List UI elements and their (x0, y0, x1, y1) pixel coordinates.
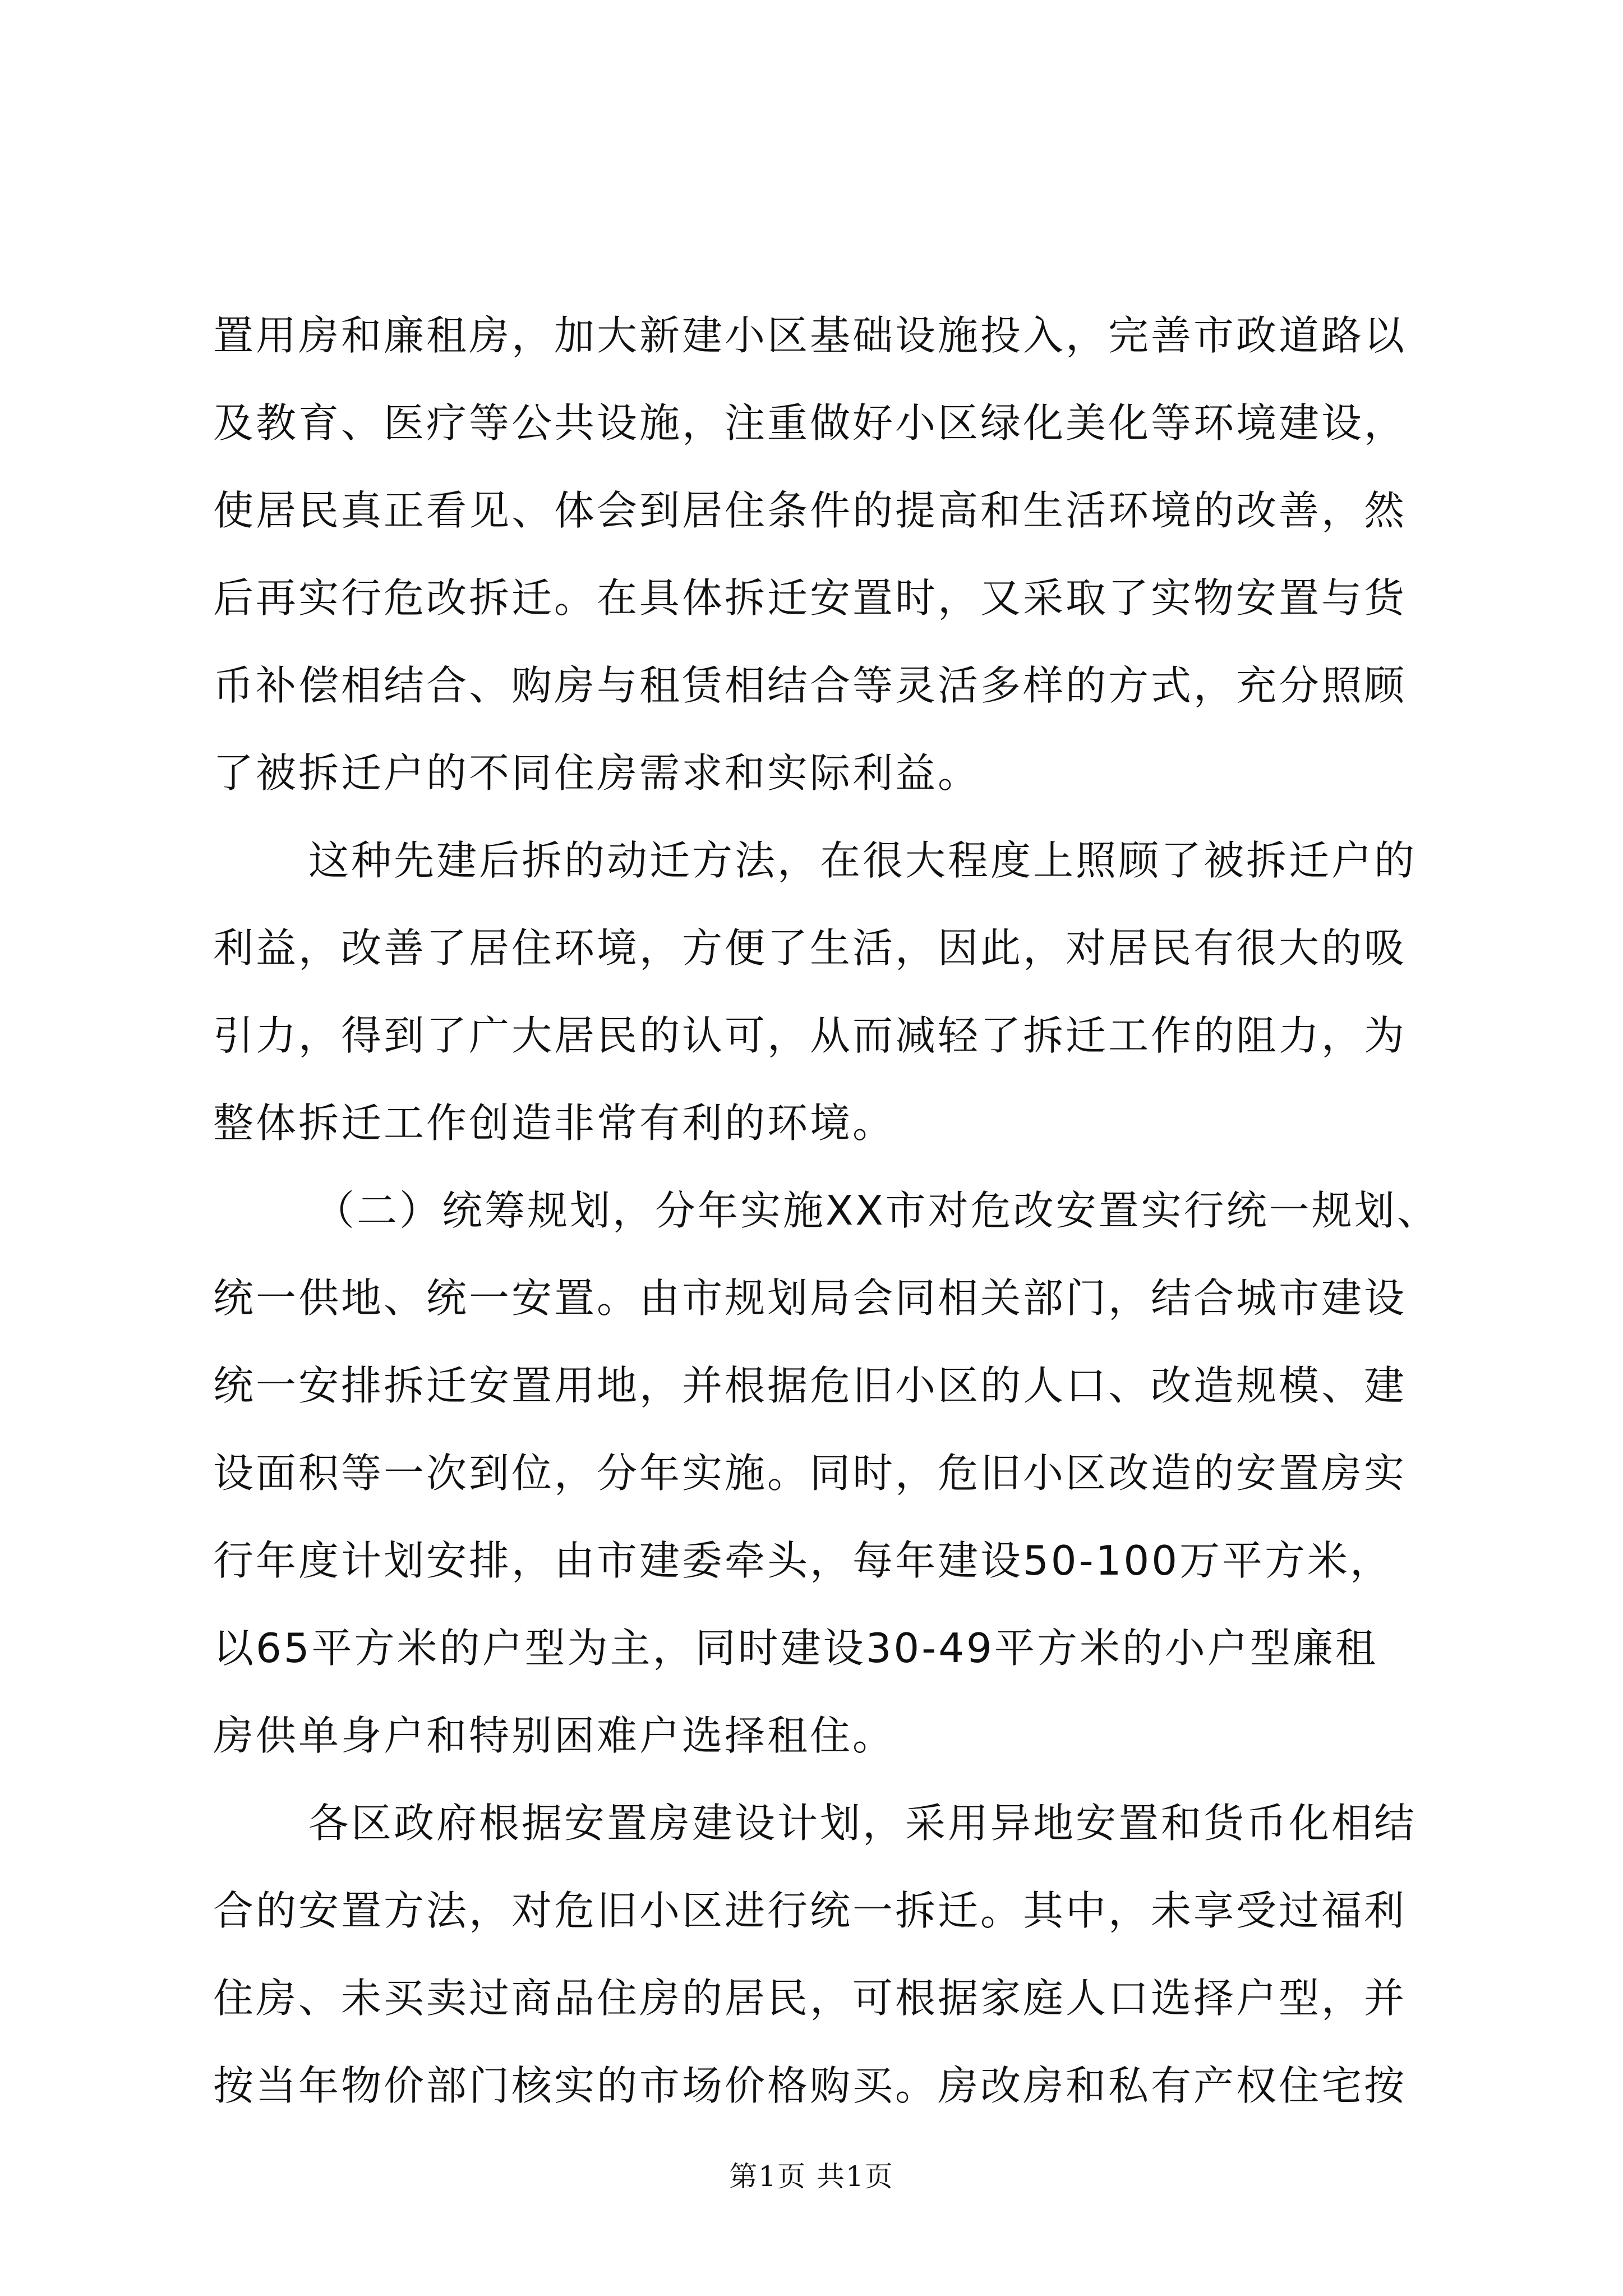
text-line: 统一供地、统一安置。由市规划局会同相关部门，结合城市建设 (213, 1274, 1407, 1322)
paragraph-first-line: 各区政府根据安置房建设计划，采用异地安置和货币化相结 (308, 1800, 1417, 1847)
text-line: 设面积等一次到位，分年实施。同时，危旧小区改造的安置房实 (213, 1450, 1407, 1497)
text-line: 置用房和廉租房，加大新建小区基础设施投入，完善市政道路以 (213, 312, 1407, 359)
text-line: 使居民真正看见、体会到居住条件的提高和生活环境的改善，然 (213, 487, 1407, 534)
text-line: 住房、未买卖过商品住房的居民，可根据家庭人口选择户型，并 (213, 1975, 1407, 2022)
text-line: 后再实行危改拆迁。在具体拆迁安置时，又采取了实物安置与货 (213, 574, 1407, 622)
text-line: 了被拆迁户的不同住房需求和实际利益。 (213, 749, 981, 797)
text-line: 引力，得到了广大居民的认可，从而减轻了拆迁工作的阻力，为 (213, 1012, 1407, 1059)
text-line: 行年度计划安排，由市建委牵头，每年建设50-100万平方米， (213, 1537, 1393, 1584)
page-footer: 第1页 共1页 (729, 2160, 894, 2193)
text-line: 以65平方米的户型为主，同时建设30-49平方米的小户型廉租 (213, 1625, 1378, 1672)
paragraph-first-line: 这种先建后拆的动迁方法，在很大程度上照顾了被拆迁户的 (308, 837, 1417, 884)
text-line: 整体拆迁工作创造非常有利的环境。 (213, 1099, 896, 1147)
document-body (213, 292, 1440, 2129)
text-line: 统一安排拆迁安置用地，并根据危旧小区的人口、改造规模、建 (213, 1362, 1407, 1409)
section-heading-line: （二）统筹规划，分年实施XX市对危改安置实行统一规划、 (314, 1187, 1440, 1234)
text-line: 按当年物价部门核实的市场价格购买。房改房和私有产权住宅按 (213, 2062, 1407, 2109)
text-line: 房供单身户和特别困难户选择租住。 (213, 1712, 896, 1759)
text-line: 合的安置方法，对危旧小区进行统一拆迁。其中，未享受过福利 (213, 1887, 1407, 1934)
text-line: 及教育、医疗等公共设施，注重做好小区绿化美化等环境建设， (213, 399, 1407, 447)
text-line: 利益，改善了居住环境，方便了生活，因此，对居民有很大的吸 (213, 924, 1407, 972)
text-line: 币补偿相结合、购房与租赁相结合等灵活多样的方式，充分照顾 (213, 662, 1407, 709)
